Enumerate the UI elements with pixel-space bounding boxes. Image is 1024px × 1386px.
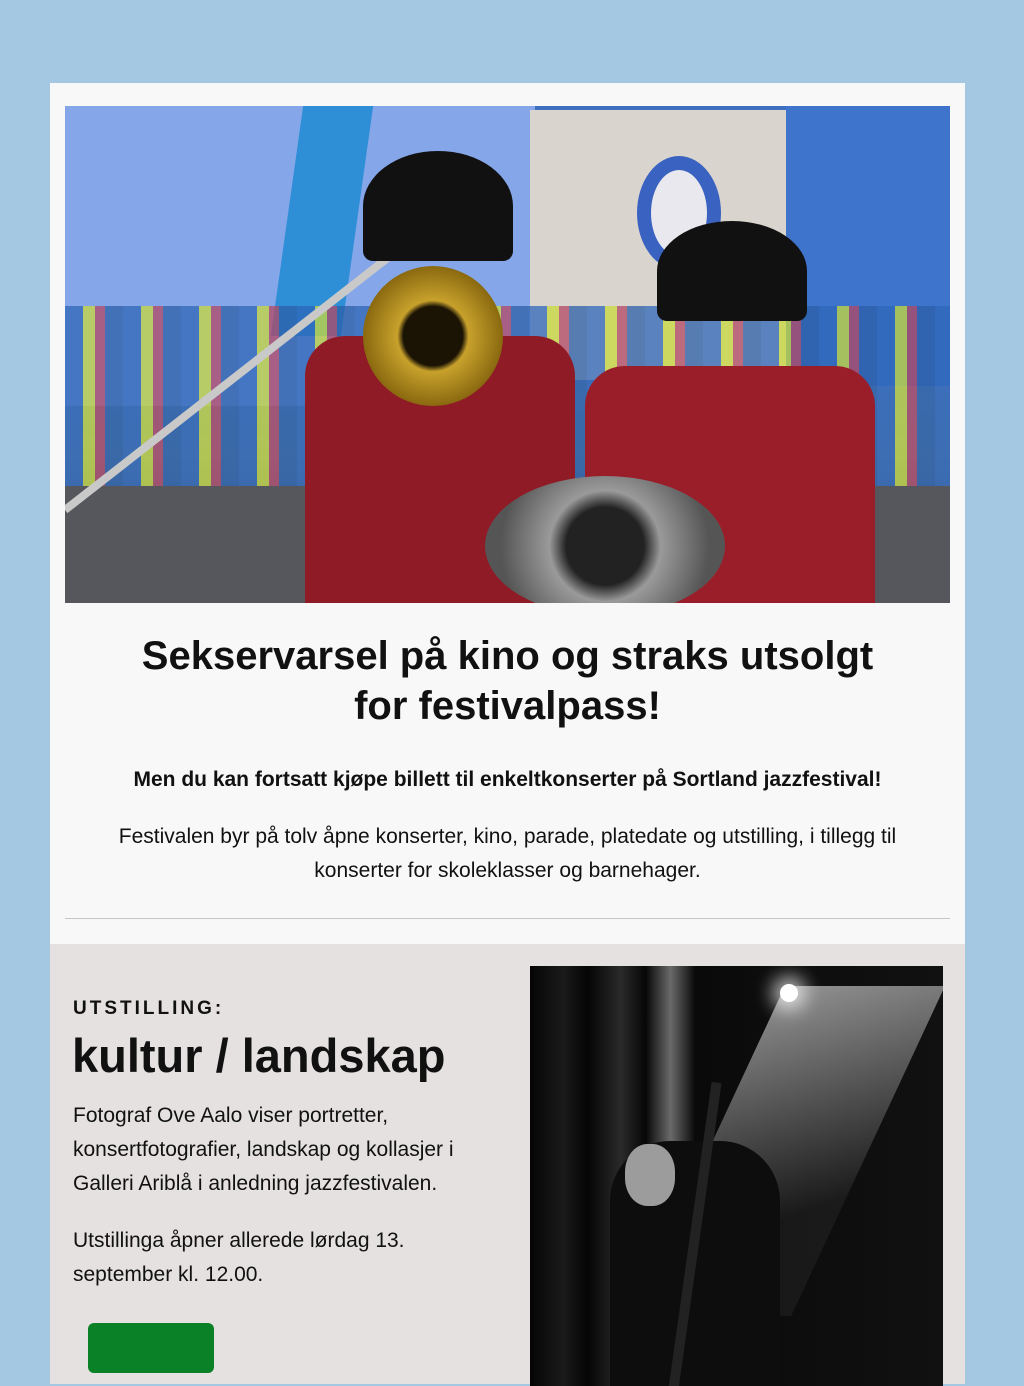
feature-kicker: UTSTILLING: xyxy=(73,998,225,1019)
intro-text: Festivalen byr på tolv åpne konserter, kino, parade, platedate og utstilling, i tillegg til konserter for skoleklasser og barnehager. xyxy=(118,825,897,882)
subheadline: Men du kan fortsatt kjøpe billett til enkeltkonserter på Sortland jazzfestival! xyxy=(133,768,882,791)
exhibition-feature xyxy=(50,944,965,1384)
feature-opening-info: Utstillinga åpner allerede lørdag 13. september kl. 12.00. xyxy=(73,1229,405,1286)
feature-body: Fotograf Ove Aalo viser portretter, konsertfotografier, landskap og kollasjer i Galleri Ariblå i anledning jazzfestivalen. xyxy=(73,1104,454,1195)
spotlight-icon xyxy=(780,984,798,1002)
feature-cta-button[interactable] xyxy=(88,1323,214,1373)
bassist-head xyxy=(625,1144,675,1206)
headline-line-2: for festivalpass! xyxy=(354,684,661,728)
hero-image xyxy=(65,106,950,603)
bassist-photo xyxy=(530,966,943,1386)
newsletter-card xyxy=(50,83,965,1383)
trombone-bell xyxy=(363,266,503,406)
headline xyxy=(65,631,950,731)
top-hat-left xyxy=(363,151,513,261)
feature-title: kultur / landskap xyxy=(72,1029,446,1082)
headline-line-1: Sekservarsel på kino og straks utsolgt xyxy=(141,634,874,678)
horn-bell xyxy=(485,476,725,603)
section-divider xyxy=(65,918,950,919)
top-hat-right xyxy=(657,221,807,321)
